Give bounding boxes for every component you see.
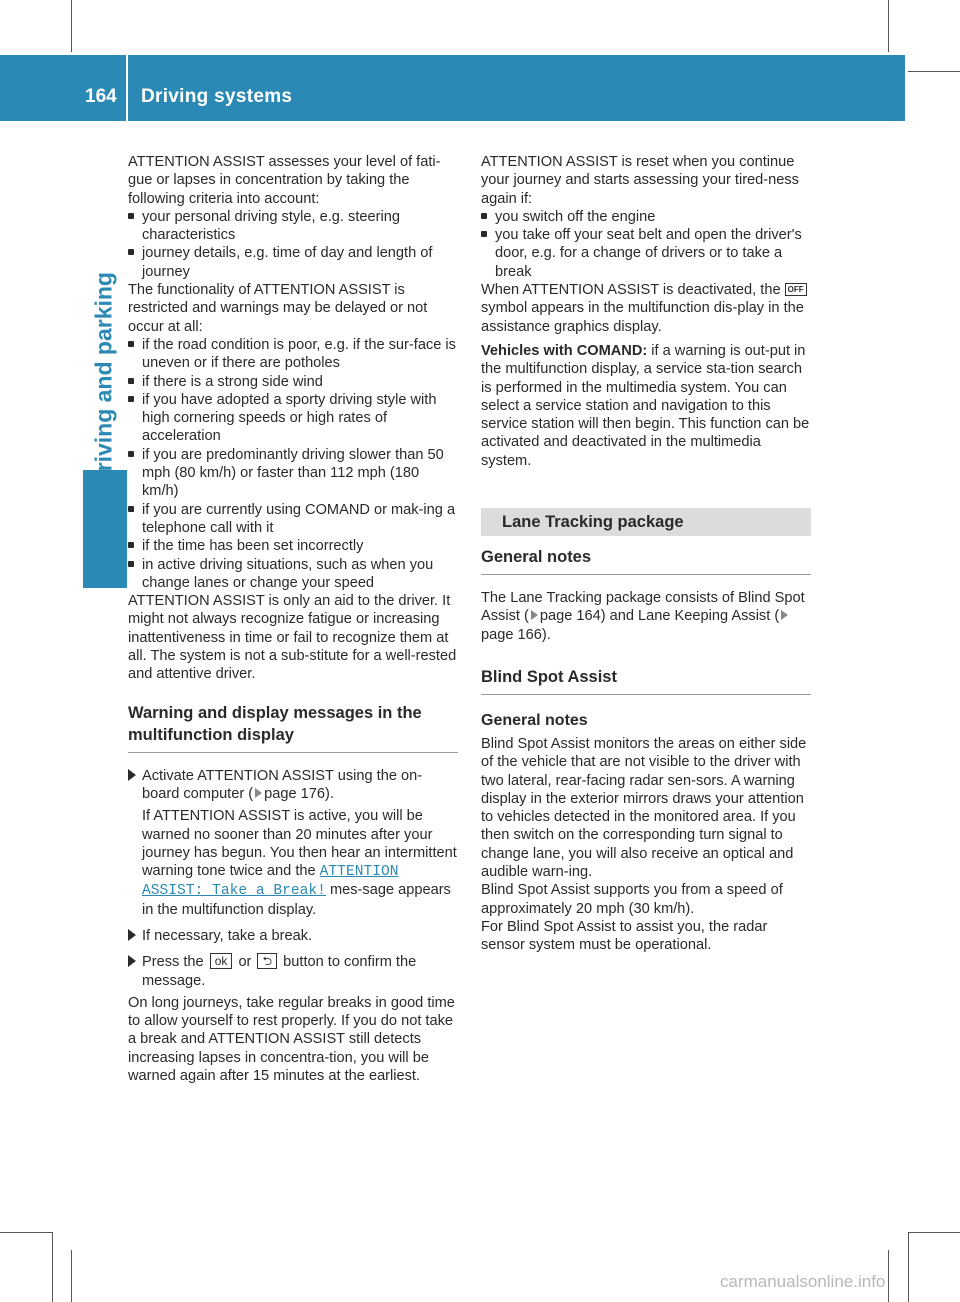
restricted-paragraph: The functionality of ATTENTION ASSIST is restricted and warnings may be delayed or not occur at all: <box>128 282 428 335</box>
side-tab-label: Driving and parking <box>90 272 117 488</box>
crop-mark <box>908 71 960 72</box>
bullet-icon <box>481 231 487 237</box>
crop-mark <box>908 1232 960 1233</box>
page-ref-icon <box>781 610 788 620</box>
bullet-icon <box>128 451 134 457</box>
aid-paragraph: ATTENTION ASSIST is only an aid to the driver. It might not always recognize fatigue or increasing inattentiveness in time or fail to recognize them at all. The system is not a sub-stitute for a well-rested and attentive driver. <box>128 593 457 683</box>
back-button-icon: ⮌ <box>257 953 277 969</box>
step-item: Activate ATTENTION ASSIST using the on-board computer ( page 176). If ATTENTION ASSIST is active, you will be warned no sooner than 20 minutes after your journey has begun. You then hear an intermittent warning tone twice and the ATTENTION ASSIST: Take a Break! mes-sage appears in the multifunction display. <box>128 767 458 919</box>
list-item: journey details, e.g. time of day and length of journey <box>128 244 458 281</box>
list-item: you take off your seat belt and open the driver's door, e.g. for a change of drivers or to take a break <box>481 226 811 281</box>
header-bar <box>0 55 905 121</box>
step-arrow-icon <box>128 769 136 781</box>
crop-mark <box>0 1232 52 1233</box>
page-reference-link[interactable]: page 176 <box>264 785 326 802</box>
page-ref-icon <box>531 610 538 620</box>
bullet-icon <box>128 561 134 567</box>
right-column <box>481 153 811 955</box>
list-item: your personal driving style, e.g. steering characteristics <box>128 208 458 245</box>
comand-paragraph: Vehicles with COMAND: if a warning is out-put in the multifunction display, a service sta-tion search is performed in the multimedia system. You can select a service station and navigation to this service station will then begin. This function can be activated and deactivated in the multimedia system. <box>481 342 810 469</box>
reset-paragraph: ATTENTION ASSIST is reset when you continue your journey and starts assessing your tired-ness again if: <box>481 154 799 207</box>
header-divider <box>126 55 128 121</box>
list-item: if the time has been set incorrectly <box>128 537 458 555</box>
ok-button-icon: ok <box>210 953 233 969</box>
list-item: you switch off the engine <box>481 208 811 226</box>
side-tab <box>84 272 124 488</box>
chapter-title: Driving systems <box>141 86 293 107</box>
bullet-icon <box>128 506 134 512</box>
list-item: if you are predominantly driving slower than 50 mph (80 km/h) or faster than 112 mph (180 km/h) <box>128 446 458 501</box>
list-item: if you have adopted a sporty driving style with high cornering speeds or high rates of acceleration <box>128 391 458 446</box>
heading-bsa-general-notes: General notes <box>481 711 588 729</box>
crop-mark <box>888 1250 889 1302</box>
crop-mark <box>52 1232 53 1302</box>
step-arrow-icon <box>128 955 136 967</box>
crop-mark <box>71 1250 72 1302</box>
long-journeys-paragraph: On long journeys, take regular breaks in good time to allow yourself to rest properly. If you do not take a break and ATTENTION ASSIST still detects increasing lapses in concentra-tion, you will be warned again after 15 minutes at the earliest. <box>128 994 455 1085</box>
bsa-paragraph-2: Blind Spot Assist supports you from a speed of approximately 20 mph (30 km/h). <box>481 882 783 917</box>
step-item: Press the ok or ⮌ button to confirm the message. <box>128 953 458 990</box>
page-ref-icon <box>255 788 262 798</box>
crop-mark <box>888 0 889 52</box>
list-item: if there is a strong side wind <box>128 373 458 391</box>
crop-mark <box>71 0 72 52</box>
step-item: If necessary, take a break. <box>128 927 458 945</box>
section-title-lane-tracking: Lane Tracking package <box>481 508 811 536</box>
crop-mark <box>908 1232 909 1302</box>
bullet-icon <box>128 542 134 548</box>
step-arrow-icon <box>128 929 136 941</box>
page-reference-link[interactable]: page 164 <box>539 608 601 625</box>
list-item: if the road condition is poor, e.g. if the sur-face is uneven or if there are potholes <box>128 336 458 373</box>
bullet-icon <box>128 213 134 219</box>
step-detail: If ATTENTION ASSIST is active, you will be warned no sooner than 20 minutes after your journey has begun. You then hear an intermittent warning tone twice and the ATTENTION ASSIST: Take a Break! mes-sage appears in the multifunction display. <box>142 808 457 918</box>
display-message: ATTENTION ASSIST: Take a Break! <box>142 864 399 900</box>
bullet-icon <box>128 378 134 384</box>
attention-off-icon: OFF <box>785 283 807 296</box>
heading-general-notes: General notes <box>481 546 811 575</box>
page-reference-link[interactable]: page 166 <box>481 626 542 643</box>
list-item: in active driving situations, such as when you change lanes or change your speed <box>128 556 458 593</box>
heading-blind-spot-assist: Blind Spot Assist <box>481 666 811 695</box>
lane-tracking-paragraph: The Lane Tracking package consists of Blind Spot Assist ( page 164) and Lane Keeping Assist (page 166). <box>481 590 805 643</box>
left-column <box>128 153 458 1085</box>
list-item: if you are currently using COMAND or mak-ing a telephone call with it <box>128 501 458 538</box>
bsa-paragraph-3: For Blind Spot Assist to assist you, the radar sensor system must be operational. <box>481 918 768 954</box>
bullet-icon <box>128 396 134 402</box>
bullet-icon <box>128 249 134 255</box>
intro-paragraph: ATTENTION ASSIST assesses your level of fati-gue or lapses in concentration by taking the following criteria into account: <box>128 154 441 207</box>
bullet-icon <box>481 213 487 219</box>
page-number: 164 <box>85 86 117 107</box>
bsa-paragraph-1: Blind Spot Assist monitors the areas on either side of the vehicle that are not visible to the driver with two lateral, rear-facing radar sen-sors. A warning display in the exterior mirrors draws your attention to vehicles detected in the monitored area. If you then switch on the corresponding turn signal to change lane, you will also receive an optical and audible warn-ing. <box>481 735 807 881</box>
section-heading-warnings: Warning and display messages in the multifunction display <box>128 702 458 753</box>
watermark: carmanualsonline.info <box>720 1272 886 1291</box>
deactivated-paragraph: When ATTENTION ASSIST is deactivated, the OFF symbol appears in the multifunction dis-play in the assistance graphics display. <box>481 281 811 336</box>
bullet-icon <box>128 341 134 347</box>
